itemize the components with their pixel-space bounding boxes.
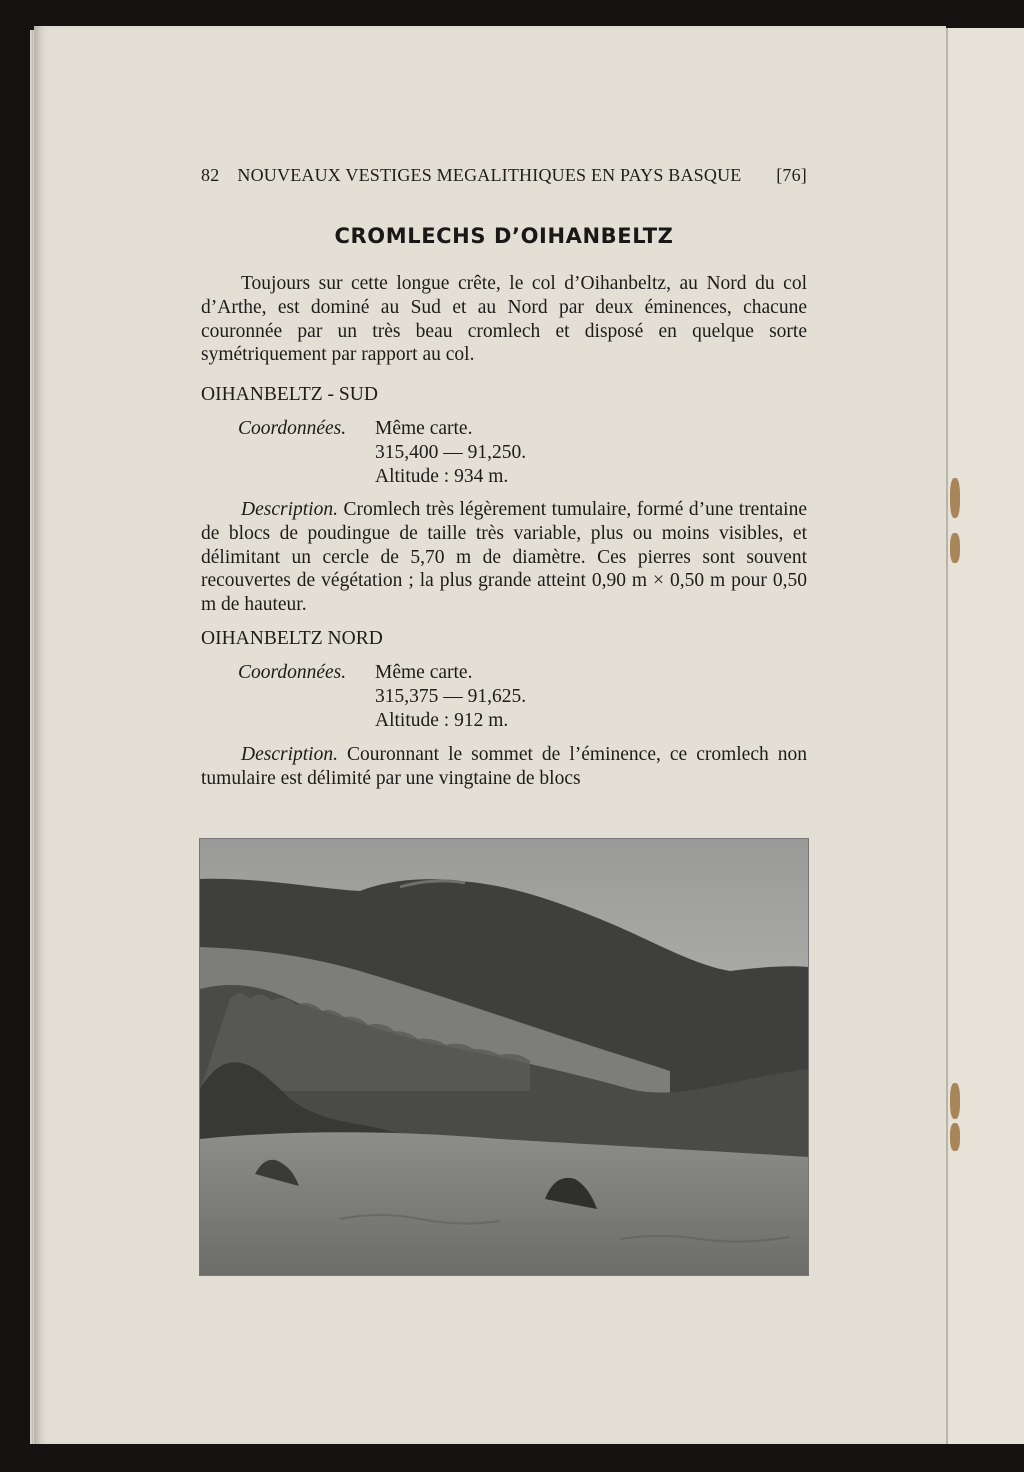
- glue-stain: [950, 1123, 960, 1151]
- description-label: Description.: [241, 744, 338, 765]
- altitude-value: Altitude : 912 m.: [375, 710, 509, 731]
- description-paragraph-sud: [201, 498, 807, 617]
- facing-page-edge: [946, 28, 1024, 1444]
- site-heading-sud: OIHANBELTZ - SUD: [201, 384, 378, 405]
- running-head: [201, 165, 807, 186]
- landscape-photograph: [199, 838, 809, 1276]
- coordinates-label: Coordonnées.: [238, 418, 347, 439]
- glue-stain: [950, 533, 960, 563]
- section-reference: [76]: [776, 165, 807, 185]
- site-heading-nord: OIHANBELTZ NORD: [201, 628, 383, 649]
- map-reference: Même carte.: [375, 418, 473, 439]
- running-title: NOUVEAUX VESTIGES MEGALITHIQUES EN PAYS BASQUE: [237, 165, 742, 185]
- description-text: Cromlech très légèrement tumulaire, formé d’une trentaine de blocs de poudingue de taille très variable, plus ou moins visibles, et délimitant un cercle de 5,70 m de diamètre. Ces pierres sont souvent recouvertes de végétation ; la plus grande atteint 0,90 m × 0,50 m pour 0,50 m de hauteur.: [201, 499, 807, 616]
- glue-stain: [950, 1083, 960, 1119]
- description-label: Description.: [241, 499, 338, 520]
- section-title: CROMLECHS D’OIHANBELTZ: [334, 224, 674, 248]
- coordinates-label: Coordonnées.: [238, 662, 347, 683]
- foreground-meadow: [200, 1132, 808, 1275]
- intro-paragraph: [201, 272, 807, 367]
- page-number: 82: [201, 165, 220, 185]
- coordinates-value: 315,375 — 91,625.: [375, 686, 527, 707]
- description-text: Couronnant le sommet de l’éminence, ce cromlech non tumulaire est délimité par une vingtaine de blocs: [201, 744, 808, 789]
- glue-stain: [950, 478, 960, 518]
- altitude-value: Altitude : 934 m.: [375, 466, 509, 487]
- coordinates-value: 315,400 — 91,250.: [375, 442, 527, 463]
- map-reference: Même carte.: [375, 662, 473, 683]
- landscape-photo-svg: [200, 839, 808, 1275]
- intro-text: Toujours sur cette longue crête, le col d’Oihanbeltz, au Nord du col d’Arthe, est dominé au Sud et au Nord par deux éminences, chacune couronnée par un très beau cromlech et disposé en quelque sorte symétriquement par rapport au col.: [201, 273, 807, 366]
- description-paragraph-nord: [201, 743, 807, 791]
